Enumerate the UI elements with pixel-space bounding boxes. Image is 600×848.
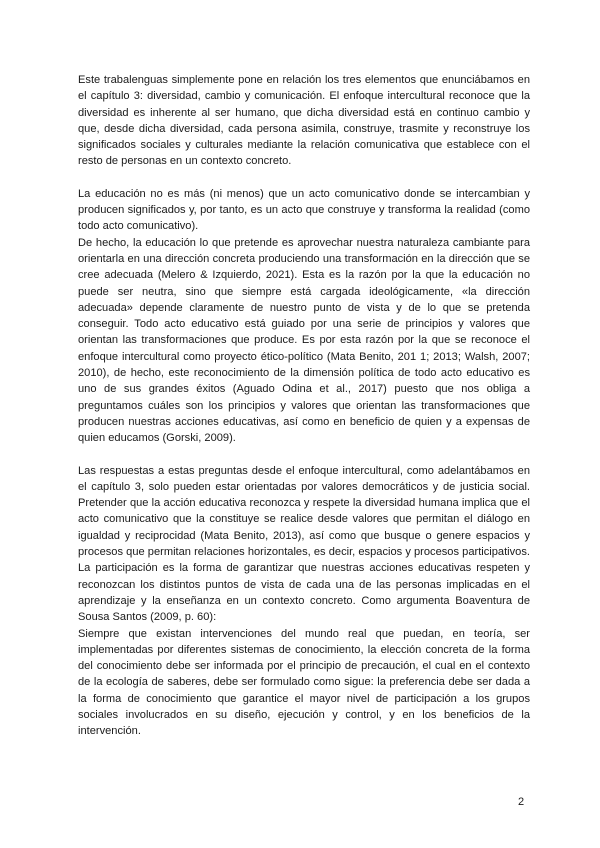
quote-sousa-santos: Siempre que existan intervenciones del mundo real que puedan, en teoría, ser implementadas por diferentes sistemas de conocimiento, la elección concreta de la forma del conocimiento debe ser informada por el principio de precaución, el cual en el contexto de la ecología de saberes, debe ser formulado como sigue: la preferencia debe ser dada a la forma de conocimiento que garantice el mayor nivel de participación a los grupos sociales involucrados en su diseño, ejecución y control, y en los beneficios de la intervención. [78,627,530,738]
paragraph-respuestas: Las respuestas a estas preguntas desde el enfoque intercultural, como adelantábamos en el capítulo 3, solo pueden estar orientadas por valores democráticos y de justicia social. Pretender que la acción educativa reconozca y respete la diversidad humana implica que el acto comunicativo que la constituye se realice desde valores que permitan el diálogo en igualdad y reciprocidad (Mata Benito, 2013), así como que busque o genere espacios y procesos que permitan relaciones horizontales, es decir, espacios y procesos participativos. La participación es la forma de garantizar que nuestras acciones educativas respeten y reconozcan los distintos puntos de vista de cada una de las personas implicadas en el aprendizaje y la enseñanza en un contexto concreto. Como argumenta Boaventura de Sousa Santos (2009, p. 60): [78,464,530,624]
paragraph-acto-comunicativo: La educación no es más (ni menos) que un acto comunicativo donde se intercambian y producen significados y, por tanto, es un acto que construye y transforma la realidad (como todo acto comunicativo). [78,187,530,233]
paragraph-trabalenguas: Este trabalenguas simplemente pone en relación los tres elementos que enunciábamos en el capítulo 3: diversidad, cambio y comunicación. El enfoque intercultural reconoce que la diversidad es inherente al ser humano, que dicha diversidad está en continuo cambio y que, desde dicha diversidad, cada persona asimila, construye, trasmite y reconstruye los significados sociales y culturales mediante la relación comunicativa que establece con el resto de personas en un contexto concreto. [78,74,530,168]
paragraph-spacer [78,170,530,186]
page-number: 2 [518,796,525,808]
paragraph-de-hecho: De hecho, la educación lo que pretende es aprovechar nuestra naturaleza cambiante para orientarla en una dirección concreta produciendo una transformación en la dirección que se cree adecuada (Melero & Izquierdo, 2021). Esta es la razón por la que la educación no puede ser neutra, sino que siempre está cargada ideológicamente, «la dirección adecuada» depende claramente de nuestro punto de vista y de lo que se pretenda conseguir. Todo acto educativo está guiado por una serie de principios y valores que orientan las transformaciones que produce. Es por esta razón por la que se reconoce el enfoque intercultural como proyecto ético-político (Mata Benito, 201 1; 2013; Walsh, 2007; 2010), de hecho, este reconocimiento de la dimensión política de todo acto educativo es uno de sus grandes éxitos (Aguado Odina et al., 2017) puesto que nos obliga a preguntamos cuáles son los principios y valores que orientan las transformaciones que producen nuestras acciones educativas, así como en beneficio de quien y a expensas de quien educamos (Gorski, 2009). [78,236,530,445]
paragraph-spacer [78,447,530,463]
page-body [78,72,530,740]
